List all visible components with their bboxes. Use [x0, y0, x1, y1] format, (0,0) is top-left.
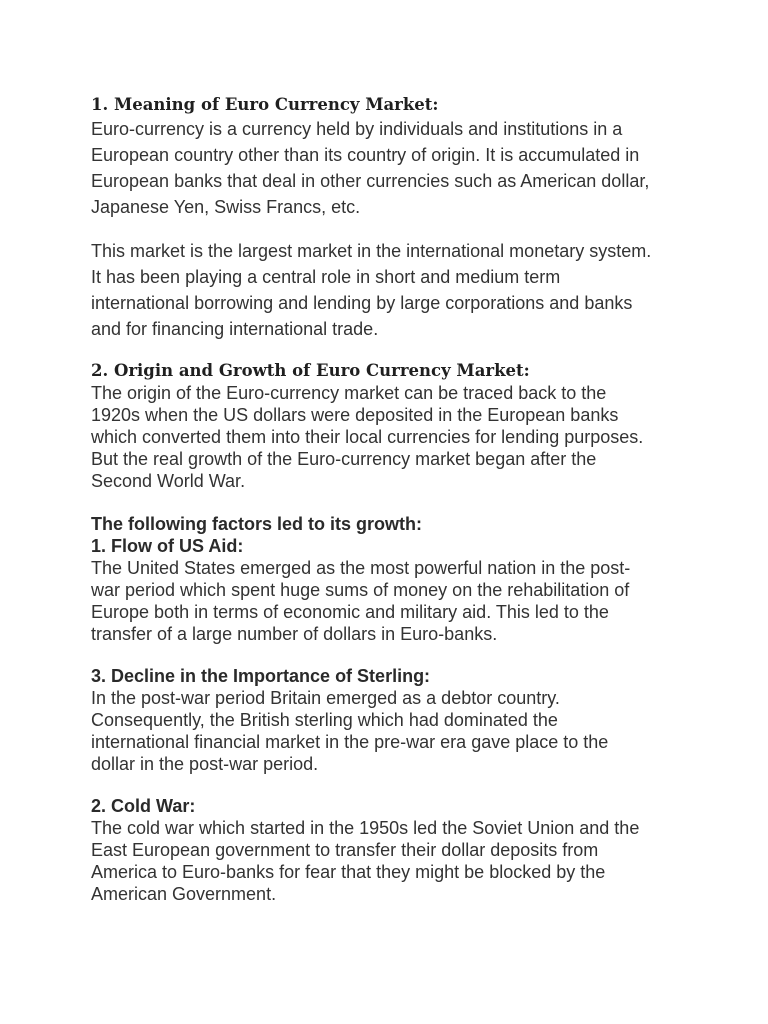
text-line: which converted them into their local currencies for lending purposes. — [91, 427, 644, 447]
coldwar-heading: 2. Cold War: — [91, 796, 196, 816]
text-line: In the post-war period Britain emerged as a debtor country. — [91, 688, 560, 708]
text-line: international financial market in the pre-war era gave place to the — [91, 732, 609, 752]
sterling-section — [91, 665, 691, 775]
text-line: European country other than its country of origin. It is accumulated in — [91, 145, 640, 165]
text-line: transfer of a large number of dollars in Euro-banks. — [91, 624, 498, 644]
meaning-section — [91, 94, 691, 220]
text-line: The origin of the Euro-currency market can be traced back to the — [91, 383, 607, 403]
text-line: American Government. — [91, 884, 277, 904]
text-line: Second World War. — [91, 471, 246, 491]
text-line: European banks that deal in other currencies such as American dollar, — [91, 171, 650, 191]
coldwar-paragraph — [91, 817, 691, 905]
text-line: international borrowing and lending by large corporations and banks — [91, 293, 633, 313]
coldwar-section — [91, 795, 691, 905]
us-aid-heading: 1. Flow of US Aid: — [91, 536, 244, 556]
text-line: This market is the largest market in the international monetary system. — [91, 241, 652, 261]
us-aid-paragraph — [91, 557, 691, 645]
text-line: It has been playing a central role in short and medium term — [91, 267, 561, 287]
text-line: Japanese Yen, Swiss Francs, etc. — [91, 197, 361, 217]
text-line: Euro-currency is a currency held by individuals and institutions in a — [91, 119, 623, 139]
factors-section — [91, 513, 691, 645]
origin-section — [91, 360, 691, 492]
meaning-paragraph-2 — [91, 238, 691, 342]
text-line: 1920s when the US dollars were deposited in the European banks — [91, 405, 619, 425]
sterling-paragraph — [91, 687, 691, 775]
text-line: Europe both in terms of economic and military aid. This led to the — [91, 602, 609, 622]
text-line: war period which spent huge sums of money on the rehabilitation of — [91, 580, 630, 600]
text-line: America to Euro-banks for fear that they might be blocked by the — [91, 862, 606, 882]
origin-paragraph — [91, 382, 691, 492]
text-line: East European government to transfer their dollar deposits from — [91, 840, 599, 860]
text-line: But the real growth of the Euro-currency market began after the — [91, 449, 597, 469]
text-line: The cold war which started in the 1950s led the Soviet Union and the — [91, 818, 640, 838]
sterling-heading: 3. Decline in the Importance of Sterling: — [91, 666, 431, 686]
factors-heading: The following factors led to its growth: — [91, 514, 422, 534]
origin-heading: 2. Origin and Growth of Euro Currency Market: — [91, 361, 530, 380]
text-line: and for financing international trade. — [91, 319, 379, 339]
text-line: dollar in the post-war period. — [91, 754, 319, 774]
text-line: The United States emerged as the most powerful nation in the post- — [91, 558, 631, 578]
meaning-heading: 1. Meaning of Euro Currency Market: — [91, 95, 439, 114]
meaning-section-continued — [91, 238, 691, 342]
text-line: Consequently, the British sterling which had dominated the — [91, 710, 558, 730]
meaning-paragraph-1 — [91, 116, 691, 220]
